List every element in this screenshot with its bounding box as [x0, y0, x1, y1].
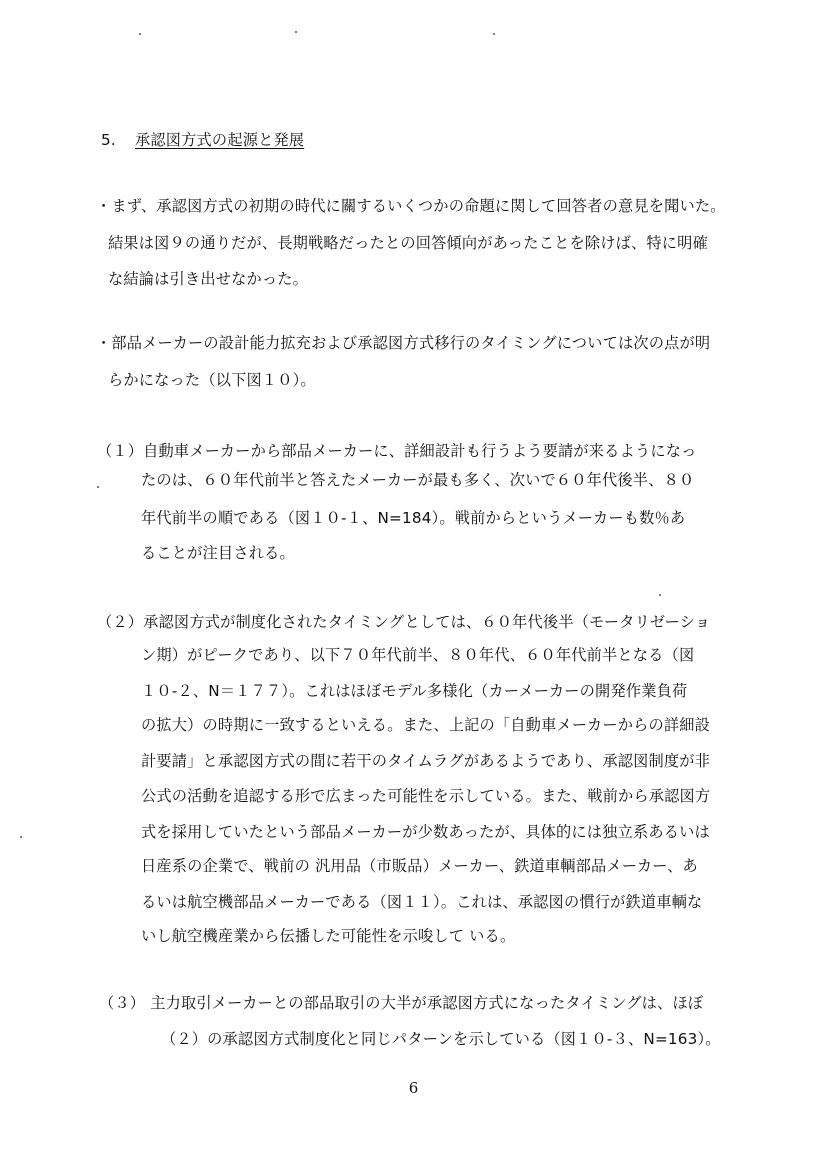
item-1-line: 年代前半の順である（図１０-１、N=184）。戦前からというメーカーも数％あ [141, 509, 686, 527]
item-1-line: （１）自動車メーカーから部品メーカーに、詳細設計も行うよう要請が来るようになっ [97, 442, 697, 460]
item-1-line: ることが注目される。 [141, 544, 295, 562]
bullet-1-line: ・まず、承認図方式の初期の時代に關するいくつかの命題に関して回答者の意見を聞いた。 [96, 197, 726, 215]
section-title: 承認図方式の起源と発展 [135, 131, 305, 149]
item-2-line: （２）承認図方式が制度化されたタイミングとしては、６０年代後半（モータリゼーショ [97, 613, 711, 631]
section-heading [101, 130, 304, 150]
bullet-2-line: ・部品メーカーの設計能力拡充および承認図方式移行のタイミングについては次の点が明 [96, 334, 711, 352]
item-1-line: たのは、６０年代前半と答えたメーカーが最も多く、次いで６０年代後半、８０ [141, 471, 695, 489]
item-2-line: １０-２、N＝１７７）。これはほぼモデル多様化（カーメーカーの開発作業負荷 [141, 682, 688, 700]
item-2-line: 公式の活動を追認する形で広まった可能性を示している。また、戦前から承認図方 [141, 787, 711, 805]
bullet-2-line: らかになった（以下図１０）。 [108, 371, 316, 389]
section-number: 5. [101, 131, 116, 149]
item-2-line: 計要請」と承認図方式の間に若干のタイムラグがあるようであり、承認図制度が非 [141, 752, 711, 770]
item-2-line: の拡大）の時期に一致するといえる。また、上記の「自動車メーカーからの詳細設 [141, 716, 711, 734]
item-2-line: ン期）がピークであり、以下７０年代前半、８０年代、６０年代前半となる（図 [141, 646, 695, 664]
page-number: 6 [408, 1079, 419, 1097]
item-3-line: （３） 主力取引メーカーとの部品取引の大半が承認図方式になったタイミングは、ほぼ [99, 994, 704, 1012]
scan-speck [139, 33, 141, 35]
scan-speck [659, 594, 661, 596]
scan-speck [97, 486, 99, 488]
item-2-line: 日産系の企業で、戦前の 汎用品（市販品）メーカー、鉄道車輌部品メーカー、あ [141, 857, 698, 875]
item-2-line: いし航空機産業から伝播した可能性を示唆して いる。 [141, 927, 516, 945]
bullet-1-line: な結論は引き出せなかった。 [108, 270, 309, 288]
bullet-1-line: 結果は図９の通りだが、長期戦略だったとの回答傾向があったことを除けば、特に明確 [108, 234, 708, 252]
scan-speck [295, 31, 297, 33]
scan-speck [20, 836, 22, 838]
item-2-line: るいは航空機部品メーカーである（図１１）。これは、承認図の慣行が鉄道車輌な [141, 893, 703, 911]
item-3-line: （２）の承認図方式制度化と同じパターンを示している（図１０-３、N=163）。 [161, 1030, 721, 1048]
item-2-line: 式を採用していたという部品メーカーが少数あったが、具体的には独立系あるいは [141, 823, 710, 841]
scan-speck [493, 33, 495, 35]
